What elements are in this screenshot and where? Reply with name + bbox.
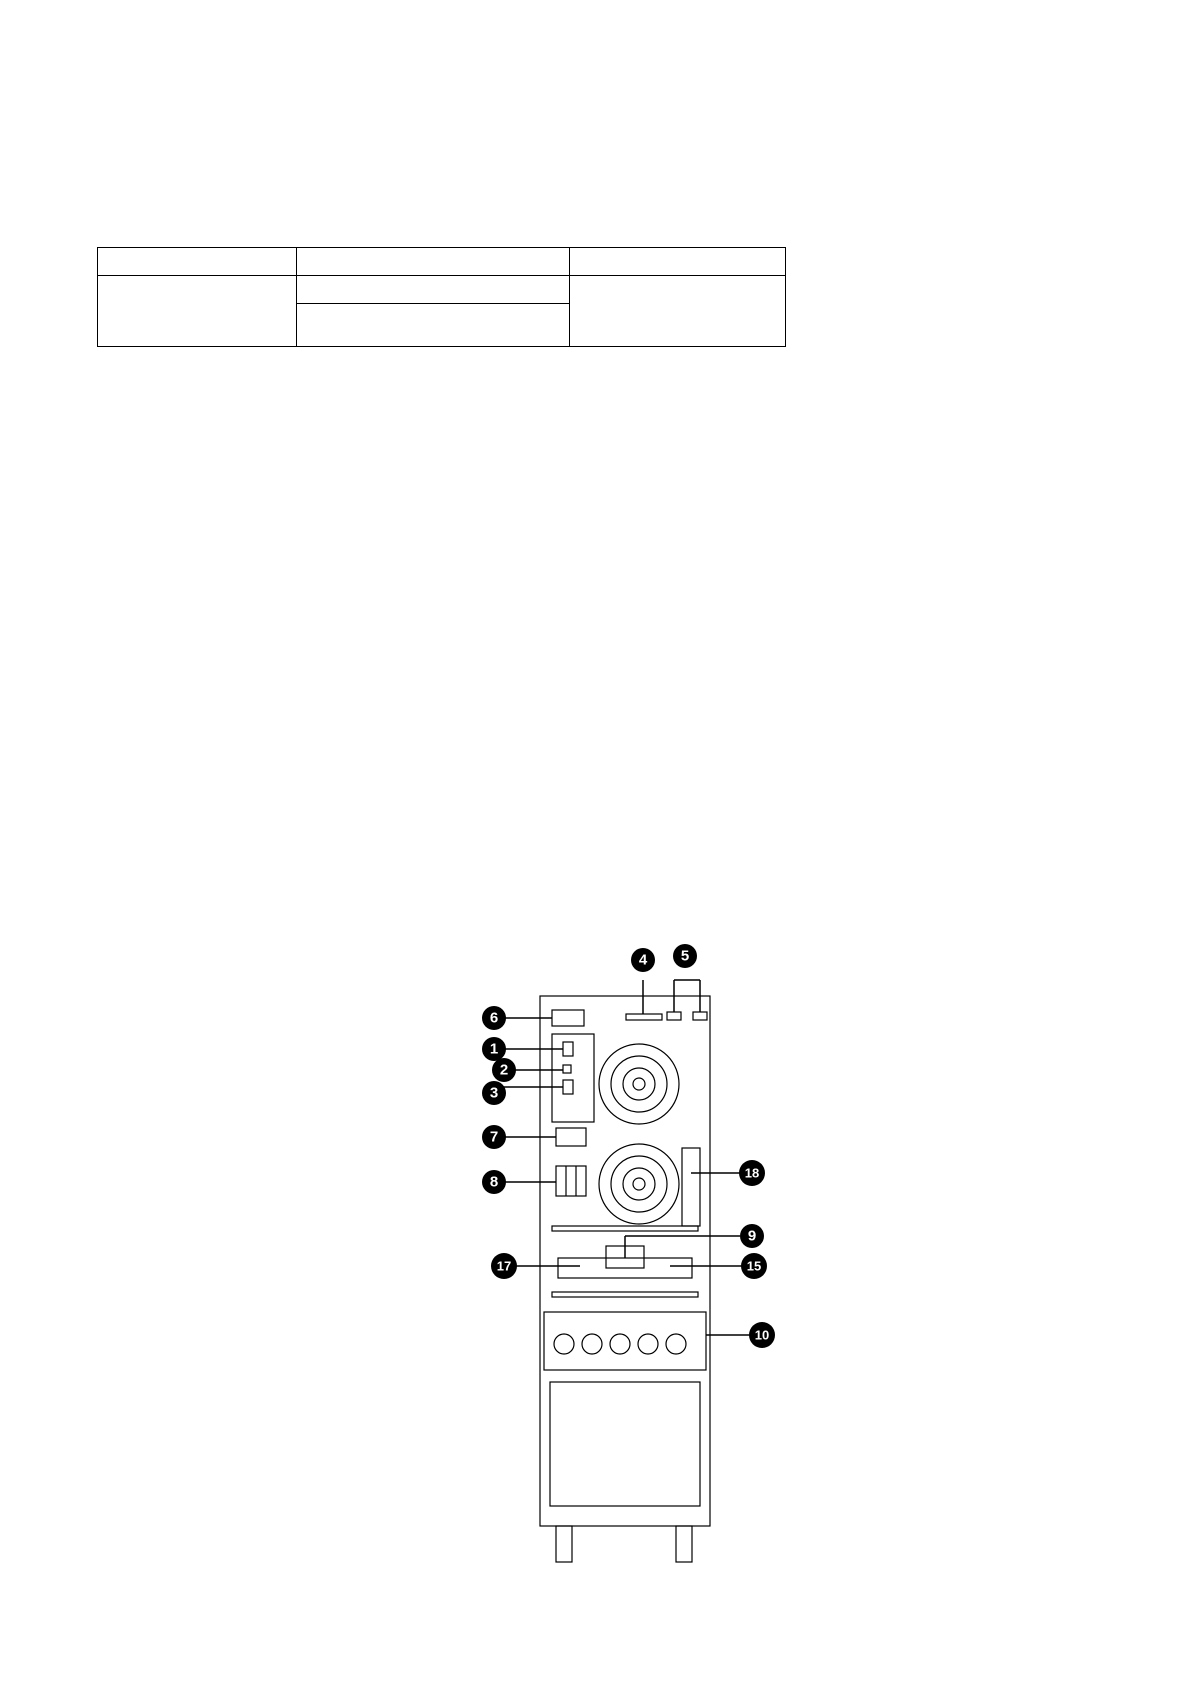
callout-1 — [482, 1037, 506, 1061]
port-b — [693, 1012, 707, 1020]
callout-9 — [740, 1224, 764, 1248]
svg-text:6: 6 — [489, 1009, 499, 1027]
callout-3 — [482, 1081, 506, 1105]
svg-text:3: 3 — [489, 1084, 499, 1102]
callout-17 — [491, 1253, 517, 1279]
callout-8 — [482, 1170, 506, 1194]
svg-text:8: 8 — [489, 1173, 499, 1191]
table-row — [98, 248, 786, 276]
svg-text:7: 7 — [489, 1128, 499, 1146]
slot-cover — [552, 1010, 584, 1026]
rs232-port — [563, 1042, 573, 1056]
callout-5 — [673, 944, 697, 968]
port-a — [667, 1012, 681, 1020]
side-panel — [682, 1148, 700, 1226]
callout-6 — [482, 1006, 506, 1030]
svg-text:5: 5 — [680, 947, 690, 965]
cable-entry-box — [544, 1312, 706, 1370]
table-cell — [98, 276, 297, 347]
callout-4 — [631, 948, 655, 972]
svg-text:18: 18 — [744, 1165, 760, 1181]
lower-panel — [550, 1382, 700, 1506]
table-cell — [297, 276, 570, 304]
table-cell — [297, 304, 570, 347]
callout-10 — [749, 1322, 775, 1348]
ups-rear-panel-diagram — [480, 930, 780, 1570]
callout-15 — [741, 1253, 767, 1279]
table-cell — [570, 276, 786, 347]
svg-text:9: 9 — [747, 1227, 757, 1245]
snmp-slot — [556, 1128, 586, 1146]
wheel-left-icon — [556, 1526, 572, 1562]
table-row — [98, 276, 786, 304]
svg-text:15: 15 — [746, 1258, 762, 1274]
callout-18 — [739, 1160, 765, 1186]
callout-2 — [492, 1058, 516, 1082]
table-cell — [297, 248, 570, 276]
svg-text:10: 10 — [754, 1327, 770, 1343]
table-cell — [570, 248, 786, 276]
wheel-right-icon — [676, 1526, 692, 1562]
input-breaker — [556, 1166, 586, 1196]
epo-port — [563, 1080, 573, 1094]
usb-port — [563, 1065, 571, 1073]
svg-text:4: 4 — [638, 951, 648, 969]
svg-text:17: 17 — [496, 1258, 512, 1274]
svg-text:2: 2 — [499, 1061, 509, 1079]
divider-bar — [552, 1292, 698, 1297]
dry-contact-terminal — [626, 1014, 662, 1020]
spec-table — [97, 247, 786, 347]
svg-text:1: 1 — [489, 1040, 499, 1058]
callout-7 — [482, 1125, 506, 1149]
table-cell — [98, 248, 297, 276]
divider-bar — [552, 1226, 698, 1231]
